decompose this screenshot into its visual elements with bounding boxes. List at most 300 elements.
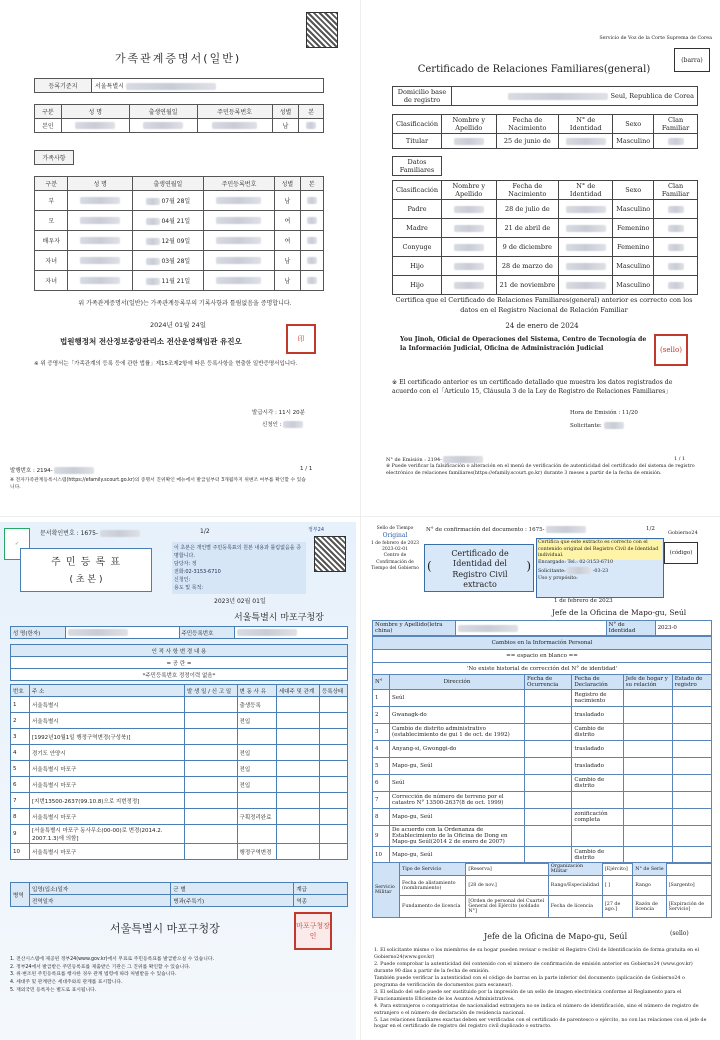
certify-box	[536, 538, 664, 598]
redacted-field	[80, 277, 120, 284]
info-line: 용도 및 목적:	[174, 585, 204, 591]
registry-base-table	[34, 78, 324, 93]
col-header: Estado de registro	[672, 675, 711, 690]
redacted-field	[566, 206, 606, 213]
address-table	[372, 674, 712, 864]
registry-base-label: 등록기준지	[35, 79, 92, 93]
row-reason: trasladado	[572, 758, 623, 775]
id-label: N° de Identidad	[606, 621, 655, 636]
redacted-field	[216, 237, 261, 244]
col-header: N° de Identidad	[559, 181, 613, 200]
stamp-line: 1 de febrero de 2023	[370, 540, 419, 546]
blank-line: == espacio en blanco ==	[373, 650, 712, 663]
redacted-field	[146, 218, 160, 225]
family-label-box	[392, 156, 442, 176]
changes-table	[372, 636, 712, 676]
col-header: 성별	[272, 105, 299, 119]
issue-date: 24 de enero de 2024	[505, 322, 579, 330]
history-note: *주민등록번호 정정이력 없음*	[11, 669, 348, 681]
row-reason: Cambio de distrito	[572, 775, 623, 792]
row-addr: De acuerdo con la Ordenanza de Establecimiento de la Oficina de Dong en Mapo-gu Seúl(2014 2 de enero de 2007)	[390, 826, 525, 847]
family-birth: 11월 21일	[161, 278, 191, 285]
row-reason: 행정구역변경	[237, 844, 276, 860]
seal-box: (sello)	[654, 334, 688, 366]
stamp-label: Sello de Tiempo	[376, 526, 414, 531]
note-line: 4. Para extranjeros o compatriotas de nacionalidad extranjera no se indica el número de identificación, sino el número de registro de extranjero o el número de declaración de residencia nacional.	[374, 1003, 699, 1016]
note-line: También puede verificar la autenticidad con el código de barras en la parte inferior del documento (aplicación de Gobierno24 o programa de verificación de documentos para escanear).	[374, 975, 685, 988]
col-header: Clasificación	[393, 115, 442, 134]
col-header: 주 소	[30, 685, 185, 697]
col-header: N° de Identidad	[559, 115, 613, 134]
page-number: 1/2	[646, 526, 655, 532]
col-header: Sexo	[613, 115, 654, 134]
family-table	[392, 180, 698, 295]
uso: Uso y propósito:	[538, 575, 578, 581]
row-num: 6	[11, 777, 30, 793]
row-num: 5	[11, 761, 30, 777]
row-addr: [1992년10월1일 행정구역변경(구성북)]	[30, 729, 185, 745]
note: ※ El certificado anterior es un certificado detallado que muestra los datos registrados de acuerdo con el「Artículo 15, Cláusula 3 de la Ley de Registro de Relaciones Familiares」	[392, 379, 673, 396]
family-rel: 모	[35, 211, 68, 231]
row-num: 1	[373, 690, 390, 707]
rrn-label: 주민등록번호	[179, 627, 234, 639]
domicile-table	[392, 86, 698, 106]
office-name: Jefe de la Oficina de Mapo-gu, Seúl	[552, 608, 687, 617]
page-number: 1 / 1	[674, 456, 686, 462]
redacted-field	[566, 282, 606, 289]
redacted-field	[546, 526, 586, 533]
spanish-family-certificate	[364, 0, 720, 512]
col-header: 발 생 일 / 신 고 일	[185, 685, 238, 697]
military-cell: Fecha de licencia	[548, 896, 602, 918]
vertical-divider	[360, 0, 361, 1040]
col-header: 출생연월일	[129, 105, 197, 119]
row-reason: Cambio de distrito	[572, 724, 623, 741]
id-value: 2023-0	[655, 621, 711, 636]
redacted-field	[143, 122, 183, 129]
row-num: 10	[373, 847, 390, 864]
family-birth: 28 de julio de	[496, 200, 559, 219]
phone: Tel.: 02-3153-6710	[567, 560, 614, 566]
spanish-resident-registration	[364, 522, 720, 1040]
military-col: 입영(입소)일자	[30, 883, 171, 895]
col-header: 번호	[11, 685, 30, 697]
row-addr: 서울특별시 마포구	[30, 844, 185, 860]
row-addr: 서울특별시	[30, 697, 185, 713]
redacted-field	[80, 257, 120, 264]
note-line: 2. 정부24에서 발급받은 주민등록표를 제출받은 기관은 그 진위를 확인할 수 있습니다.	[10, 964, 191, 970]
issue-time: 발급시각 : 11시 20분	[252, 410, 305, 416]
issue-date: 2023년 02월 01일	[214, 598, 266, 605]
col-header: Fecha de Ocurrencia	[525, 675, 572, 690]
encargado: Encargado:	[538, 560, 566, 566]
redacted-field	[146, 278, 160, 285]
redacted-field	[508, 93, 608, 100]
row-reason: 전입	[237, 745, 276, 761]
row-addr: Mapo-gu, Seúl	[390, 758, 525, 775]
military-label: 병역	[11, 883, 30, 907]
phone2: -03-23	[592, 568, 609, 574]
seal-label: (sello)	[670, 930, 689, 937]
military-cell: [Expiración de Servicio]	[666, 896, 711, 918]
col-header: Clan Familiar	[654, 115, 698, 134]
stamp-original: Original	[382, 532, 408, 540]
family-gender: 남	[275, 191, 301, 211]
redacted-field	[458, 625, 518, 632]
row-addr: 서울특별시 마포구	[30, 761, 185, 777]
paren-right: )	[526, 559, 531, 573]
row-addr: Seúl	[390, 690, 525, 707]
solicitante: Solicitante:	[538, 568, 566, 574]
korean-resident-registration	[0, 522, 356, 1040]
info-line: 전화:02-3153-6710	[174, 569, 221, 575]
page-title: 주 민 등 록 표	[50, 557, 121, 568]
titular-sex: Masculino	[613, 134, 654, 149]
registry-base-value: 서울특별시	[95, 83, 124, 90]
family-sex: Masculino	[613, 257, 654, 276]
barra-box: (barra)	[674, 48, 710, 72]
col-header: Jefe de hogar y su relación	[623, 675, 672, 690]
page-title: 가족관계증명서(일반)	[114, 52, 242, 65]
gov24-badge: Gobierno24	[668, 530, 698, 536]
family-gender: 여	[275, 231, 301, 251]
gov24-badge: 정부24	[308, 527, 325, 533]
issuer: 법원행정처 전산정보중앙관리소 전산운영책임관 유진오	[60, 337, 242, 346]
col-header: Fecha de Nacimiento	[496, 181, 559, 200]
page-title: Certificado de Identidad del Registro Civil extracto	[451, 549, 509, 590]
row-reason: 전입	[237, 761, 276, 777]
issue-number: 발행번호 : 2194-	[10, 466, 94, 474]
family-gender: 여	[275, 211, 301, 231]
row-num: 1	[11, 697, 30, 713]
family-sex: Masculino	[613, 200, 654, 219]
redacted-field	[668, 263, 684, 270]
note-line: 2. Puede comprobar la autenticidad del contenido con el número de confirmación de emisión anterior en Gobierno24 (www.gov.kr) durante 90 días a partir de la fecha de emisión.	[374, 961, 693, 974]
row-addr: Mapo-gu, Seúl	[390, 809, 525, 826]
code-box: (código)	[664, 542, 698, 564]
changes-header: 인 적 사 항 변 경 내 용	[11, 645, 348, 657]
redacted-field	[566, 263, 606, 270]
issuer: You Jinoh, Oficial de Operaciones del Sistema, Centro de Tecnología de la Información Judicial, Oficina de Administración Judicial	[400, 336, 647, 352]
family-rel: Madre	[393, 219, 442, 238]
family-table	[34, 176, 324, 291]
military-col: 계급	[294, 883, 348, 895]
blank-line: = 공 란 =	[11, 657, 348, 669]
redacted-field	[146, 258, 160, 265]
military-col: 병과(주특기)	[171, 895, 294, 907]
redacted-field	[307, 237, 317, 244]
redacted-field	[566, 244, 606, 251]
redacted-field	[668, 244, 684, 251]
footer-office: Jefe de la Oficina de Mapo-gu, Seúl	[484, 932, 628, 941]
row-addr: Seúl	[390, 775, 525, 792]
family-birth: 07월 28일	[161, 198, 191, 205]
history-note: 'No existe historial de corrección del N° de identidad'	[373, 663, 712, 676]
row-reason: trasladado	[572, 741, 623, 758]
military-cell: Razón de licencia	[633, 896, 666, 918]
row-addr: Mapo-gu, Seúl	[390, 847, 525, 864]
page-number: 1 / 1	[300, 466, 313, 472]
redacted-field	[307, 257, 317, 264]
row-addr: Cambio de distrito administrativo (establecimiento de gui 1 de oct. de 1992)	[390, 724, 525, 741]
row-num: 8	[373, 809, 390, 826]
row-reason: 전입	[237, 777, 276, 793]
redacted-field	[306, 122, 316, 129]
row-num: 9	[373, 826, 390, 847]
changes-table	[10, 644, 348, 681]
row-reason	[572, 792, 623, 809]
row-num: 3	[11, 729, 30, 745]
office-name: 서울특별시 마포구청장	[234, 613, 324, 623]
official-seal-icon: 印	[286, 324, 316, 354]
military-cell: Fecha de alistamiento (nombramiento)	[400, 876, 466, 896]
military-col: N° de Serie	[633, 863, 666, 876]
row-num: 2	[373, 707, 390, 724]
korean-family-certificate	[0, 0, 356, 512]
col-header: N°	[373, 675, 390, 690]
family-sex: Femenino	[613, 219, 654, 238]
family-rel: 자녀	[35, 251, 68, 271]
col-header: 구분	[35, 105, 62, 119]
name-label: 성 명(한자)	[11, 627, 66, 639]
military-table	[372, 862, 712, 918]
row-reason	[237, 729, 276, 745]
row-addr: Anyang-si, Gwonggi-do	[390, 741, 525, 758]
row-addr: Gwanagk-do	[390, 707, 525, 724]
row-reason: Registro de nacimiento	[572, 690, 623, 707]
stamp-line: Centro de Confirmación de Tiempo del Gobierno	[371, 553, 419, 571]
redacted-field	[454, 225, 484, 232]
family-birth: 21 de noviembre	[496, 276, 559, 295]
family-rel: Hijo	[393, 257, 442, 276]
row-reason	[237, 825, 276, 844]
row-num: 7	[373, 792, 390, 809]
issue-number: N° de Emisión : 2194-	[386, 456, 483, 463]
military-cell: [Sargento]	[666, 876, 711, 896]
name-label: Nombre y Apellido(letra china)	[373, 621, 456, 636]
family-birth: 9 de diciembre	[496, 238, 559, 257]
redacted-field	[216, 197, 261, 204]
info-box	[172, 542, 306, 594]
row-reason: 전입	[237, 713, 276, 729]
redacted-field	[604, 422, 624, 429]
confirm-number: N° de confirmación del documento : 1675-	[426, 526, 586, 533]
titular-rel: Titular	[393, 134, 442, 149]
note-line: 4. 세대주 및 관계란은 세대주와의 관계를 표시합니다.	[10, 980, 123, 986]
notes	[374, 948, 710, 1031]
redacted-field	[668, 282, 684, 289]
col-header: Nombre y Apellido	[442, 181, 497, 200]
row-addr: 서울특별시 마포구	[30, 777, 185, 793]
row-reason: 구획정리완료	[237, 809, 276, 825]
col-header: Fecha de Nacimiento	[496, 115, 559, 134]
redacted-field	[454, 263, 484, 270]
redacted-field	[216, 277, 261, 284]
col-header: 등록상태	[319, 685, 347, 697]
page-number: 1/2	[200, 528, 210, 535]
col-header: Sexo	[613, 181, 654, 200]
redacted-field	[567, 567, 591, 574]
family-gender: 남	[275, 271, 301, 291]
military-col: Organización Militar	[548, 863, 602, 876]
military-table	[10, 882, 348, 907]
row-num: 2	[11, 713, 30, 729]
page-subtitle: ( 초 본 )	[69, 575, 103, 585]
row-addr: 경기도 안양시	[30, 745, 185, 761]
col-header: 본	[299, 105, 324, 119]
applicant-label: 신청인 :	[262, 420, 303, 428]
name-table	[10, 626, 348, 639]
note-line: 3. El sellado del sello puede ser sustituido por la impresión de un sello de imagen electrónica conforme al Reglamento para el Funcionamiento Eficiente de los Asuntos Administrativos.	[374, 989, 682, 1002]
row-reason	[572, 826, 623, 847]
redacted-field	[454, 206, 484, 213]
redacted-field	[307, 197, 317, 204]
row-num: 3	[373, 724, 390, 741]
note-line: 1. 전산시스템에 제공된 정부24(www.gov.kr)에서 무료로 주민등록표를 발급받으실 수 있습니다.	[10, 957, 215, 962]
redacted-field	[216, 217, 261, 224]
note-line: 5. 재외국민 등록자는 별도로 표시됩니다.	[10, 987, 97, 993]
military-cell: [27 de ago.]	[602, 896, 632, 918]
col-header: 구분	[35, 177, 68, 191]
redacted-field	[216, 257, 261, 264]
military-col: 전역일자	[30, 895, 171, 907]
military-cell: [Orden de personal del Cuartel General del Ejército (soldado N°]	[466, 896, 548, 918]
note-line: 3. 위·변조된 주민등록표를 행사한 경우 관계 법령에 따라 처벌받을 수 있습니다.	[10, 972, 177, 978]
family-birth: 12월 09일	[161, 238, 191, 245]
row-num: 10	[11, 844, 30, 860]
row-num: 4	[373, 741, 390, 758]
redacted-field	[146, 238, 160, 245]
family-birth: 04월 21일	[161, 218, 191, 225]
redacted-field	[80, 197, 120, 204]
paren-left: (	[427, 559, 432, 573]
family-rel: Padre	[393, 200, 442, 219]
row-reason: trasladado	[572, 707, 623, 724]
military-cell: Fundamento de licencia	[400, 896, 466, 918]
self-gender: 남	[272, 119, 299, 133]
row-num: 9	[11, 825, 30, 844]
col-header: 주민등록번호	[197, 105, 272, 119]
corner-note: Servicio de Voz de la Corte Suprema de Corea	[599, 36, 712, 41]
col-header: 본	[300, 177, 323, 191]
domicile-label: Domicilio base de registro	[393, 87, 452, 106]
redacted-field	[212, 122, 257, 129]
row-reason: Cambio de distrito	[572, 847, 623, 864]
family-rel: Conyuge	[393, 238, 442, 257]
horizontal-divider	[0, 516, 720, 517]
family-sex: Masculino	[613, 276, 654, 295]
certify-text: 위 가족관계증명서(일반)는 가족관계등록부의 기록사항과 틀림없음을 증명합니다.	[78, 300, 292, 307]
redacted-field	[566, 138, 606, 145]
redacted-field	[54, 467, 94, 474]
self-rel: 본인	[35, 119, 62, 133]
military-col: 군 별	[171, 883, 294, 895]
military-col: [Ejército]	[602, 863, 632, 876]
military-cell: [28 de nov.]	[466, 876, 548, 896]
redacted-field	[100, 530, 140, 537]
address-table	[10, 684, 348, 860]
titular-birth: 25 de junio de	[496, 134, 559, 149]
col-header: 성별	[275, 177, 301, 191]
redacted-field	[566, 225, 606, 232]
redacted-field	[454, 138, 484, 145]
col-header: Dirección	[390, 675, 525, 690]
page-title: Certificado de Relaciones Familiares(general)	[417, 64, 651, 75]
applicant-label: Solicitante:	[570, 422, 624, 429]
redacted-field	[126, 83, 216, 90]
col-header: 변 동 사 유	[237, 685, 276, 697]
row-reason: zonificación completa	[572, 809, 623, 826]
info-line: 담당자: 정	[174, 561, 197, 567]
name-table	[372, 620, 712, 636]
family-gender: 남	[275, 251, 301, 271]
row-num: 5	[373, 758, 390, 775]
family-birth: 21 de abril de	[496, 219, 559, 238]
note: ※ 위 증명서는「가족관계의 등록 등에 관한 법률」제15조제2항에 따른 등록사항을 현출한 일반증명서입니다.	[34, 361, 298, 367]
row-reason	[237, 793, 276, 809]
footer-note: ※ 전자가족관계등록시스템(https://efamily.scourt.go.kr)의 증명서 진위확인 메뉴에서 발급일부터 3개월까지 위변조 여부를 확인할 수 있습니다.	[10, 478, 306, 490]
issue-date: 1 de febrero de 2023	[554, 598, 613, 604]
domicile-value: Seul, Republica de Corea	[610, 92, 694, 100]
row-addr: [서울특별시 마포구 동사무소(00-00)로 변경(2014.2. 2007.1.3)에 의함]	[30, 825, 185, 844]
redacted-field	[454, 244, 484, 251]
col-header: Clasificación	[393, 181, 442, 200]
redacted-field	[80, 217, 120, 224]
certified-stamp-icon: ✓	[4, 528, 30, 560]
certify-text: Certifica que el Certificado de Relaciones Familiares(general) anterior es correcto con los datos en el Registro Nacional de Relación Familiar	[395, 296, 693, 314]
stamp-line: 2023-02-01	[382, 546, 408, 552]
qr-code-icon	[306, 12, 338, 48]
redacted-field	[146, 198, 160, 205]
col-header: Nombre y Apellido	[442, 115, 497, 134]
official-seal-icon: 마포구청장인	[294, 912, 332, 950]
military-cell: [ ]	[602, 876, 632, 896]
redacted-field	[668, 206, 684, 213]
redacted-field	[454, 282, 484, 289]
notes	[10, 956, 340, 994]
family-label: 가족사항	[35, 151, 74, 165]
military-cell: Rango	[633, 876, 666, 896]
redacted-field	[307, 217, 317, 224]
family-birth: 28 de marzo de	[496, 257, 559, 276]
qr-code-icon	[314, 536, 346, 572]
row-num: 7	[11, 793, 30, 809]
row-num: 6	[373, 775, 390, 792]
row-addr: 서울특별시	[30, 713, 185, 729]
note-line: 1. El solicitante mismo o los miembros de su hogar pueden revisar o recibir el Registro Civil de Identificación de forma gratuita en el Gobierno24(www.gov.kr)	[374, 948, 700, 960]
military-col: Tipo de Servicio	[400, 863, 466, 876]
col-header: 성 명	[61, 105, 129, 119]
family-birth: 03월 28일	[161, 258, 191, 265]
family-label: Datos Familiares	[393, 157, 442, 176]
issue-time: Hora de Emisión : 11/20	[570, 410, 638, 416]
family-sex: Femenino	[613, 238, 654, 257]
redacted-field	[68, 629, 128, 636]
redacted-field	[668, 138, 684, 145]
self-table	[34, 104, 324, 133]
col-header: 주민등록번호	[203, 177, 274, 191]
info-line: 신청인:	[174, 577, 191, 583]
row-num: 8	[11, 809, 30, 825]
row-addr: 서울특별시 마포구	[30, 809, 185, 825]
issue-date: 2024년 01월 24일	[149, 321, 207, 329]
military-col: [Reserva]	[466, 863, 548, 876]
title-box	[424, 544, 534, 592]
redacted-field	[283, 421, 303, 428]
col-header: 성 명	[68, 177, 132, 191]
redacted-field	[80, 237, 120, 244]
changes-header: Cambios en la Información Personal	[373, 637, 712, 650]
